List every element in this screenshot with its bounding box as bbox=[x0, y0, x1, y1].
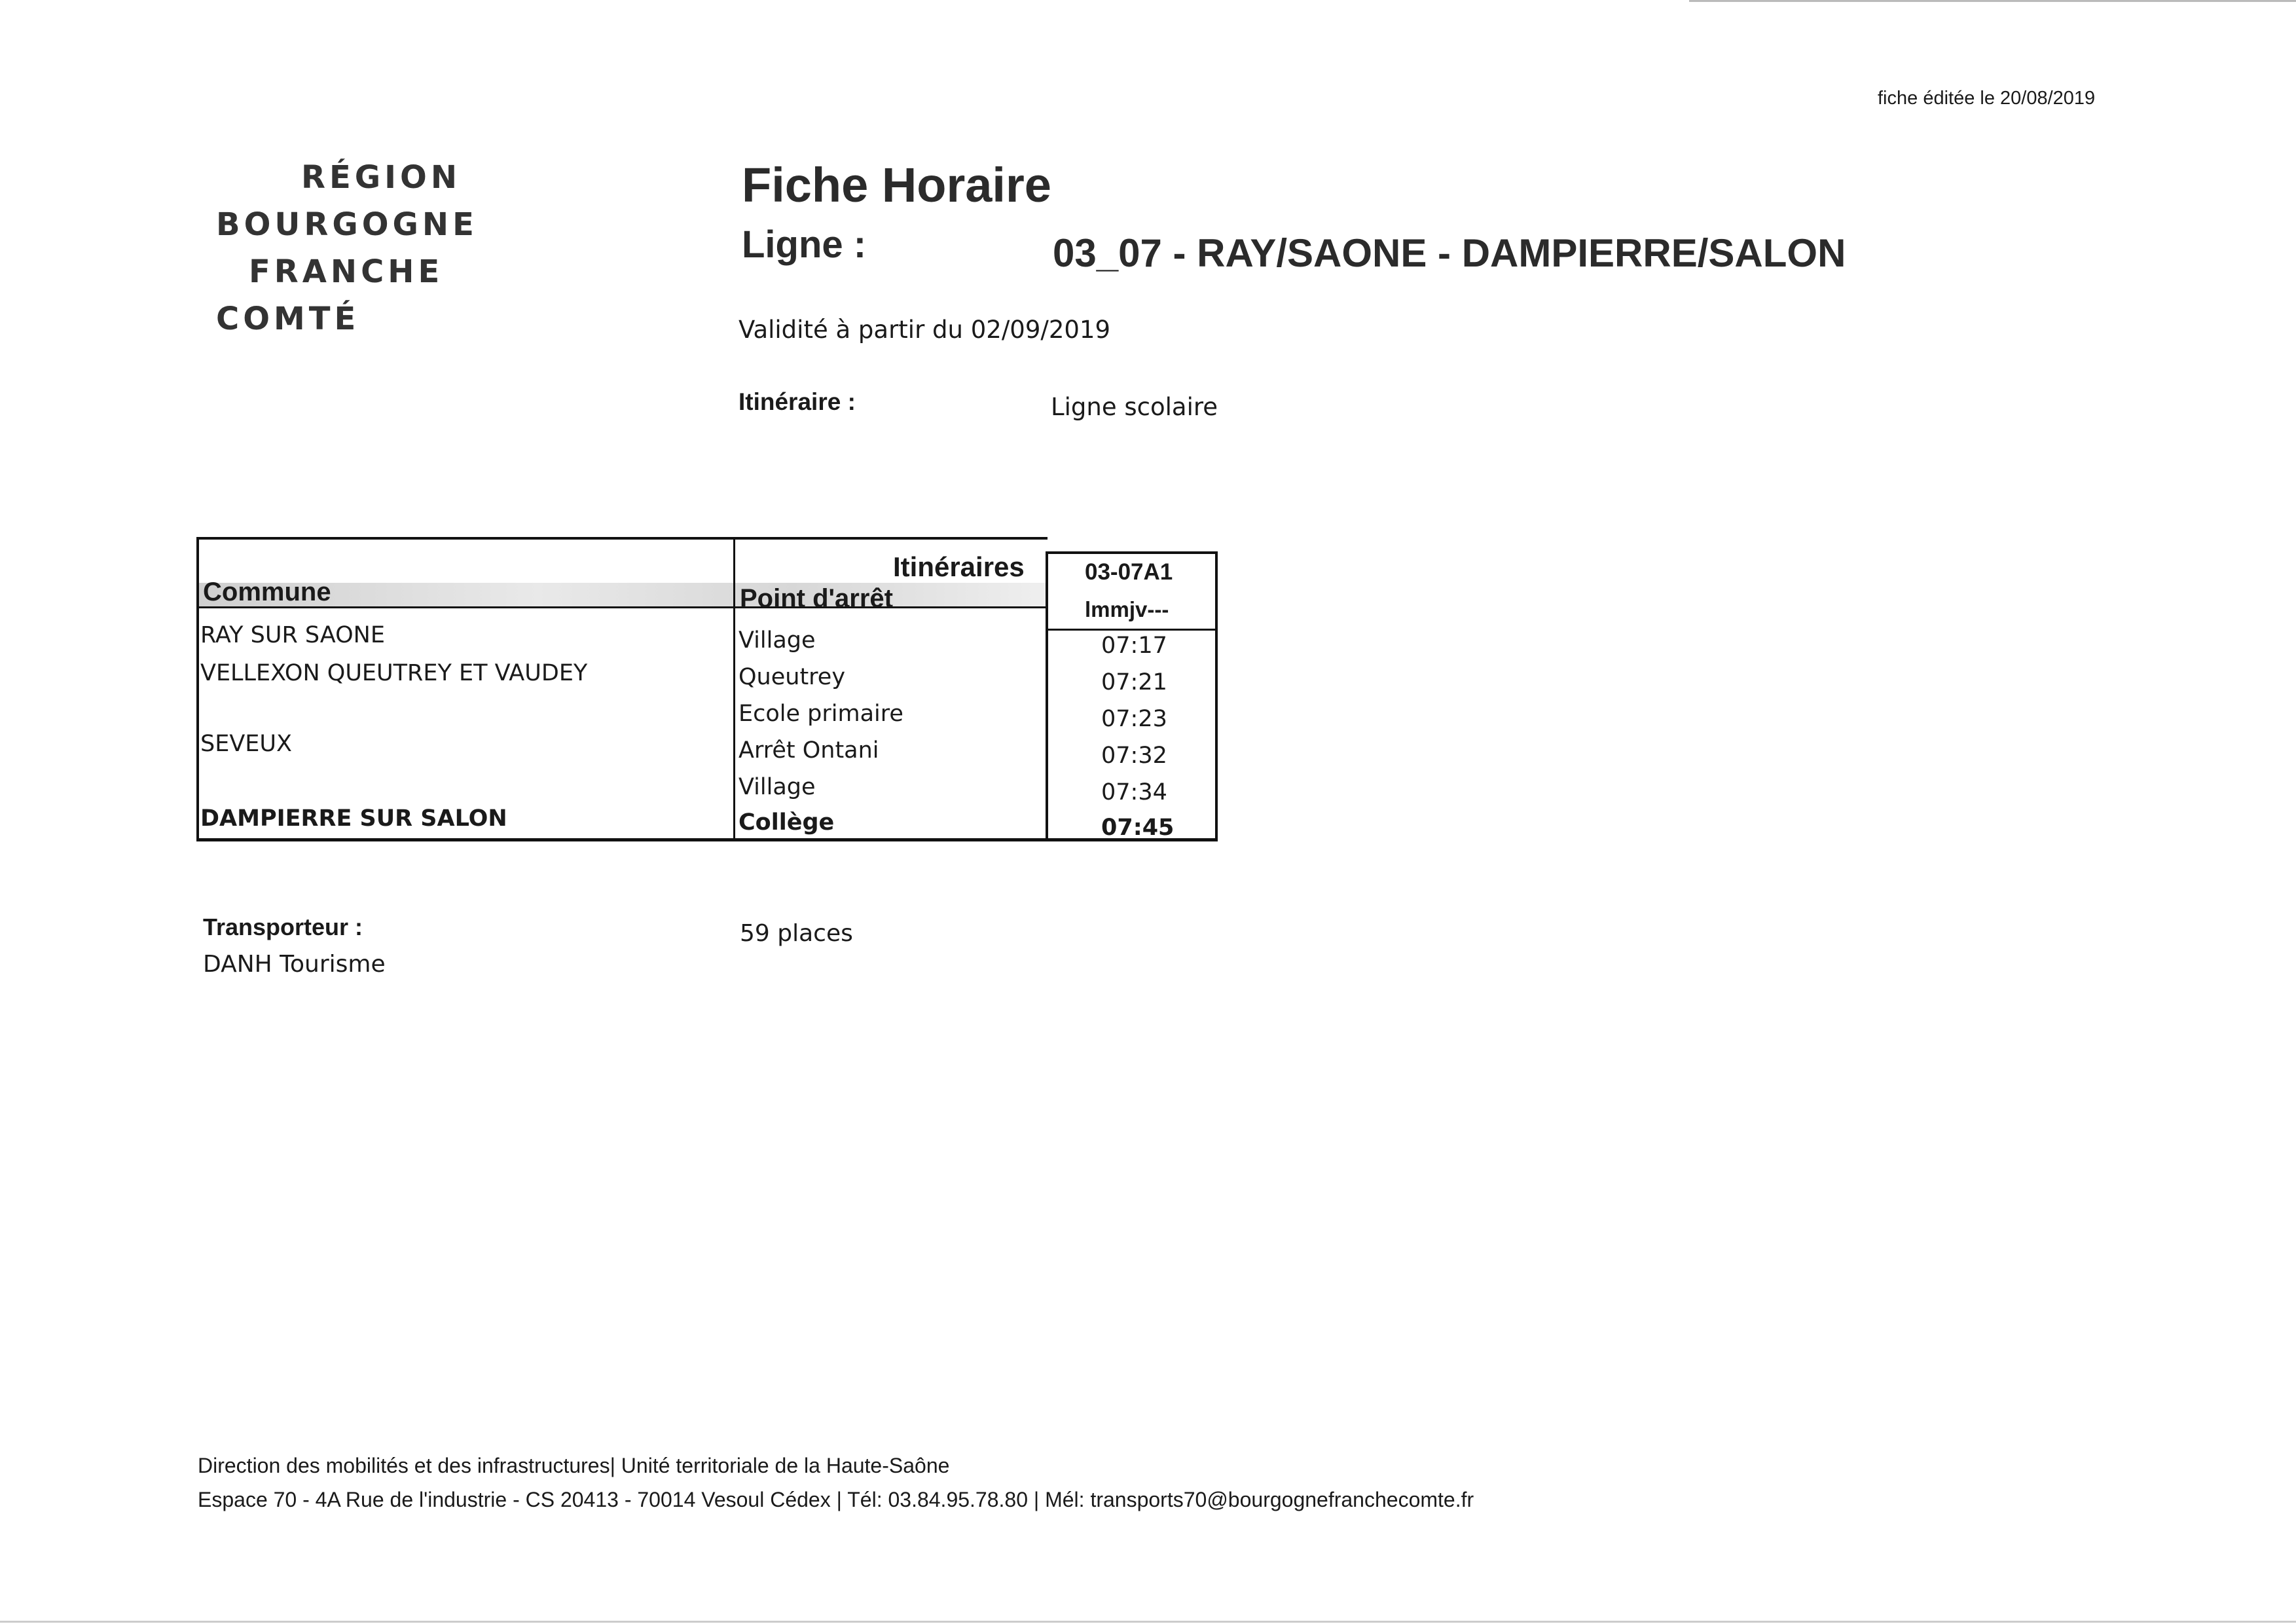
ligne-value: 03_07 - RAY/SAONE - DAMPIERRE/SALON bbox=[1053, 231, 1846, 275]
validity-date: Validité à partir du 02/09/2019 bbox=[738, 316, 1110, 344]
header-point-arret: Point d'arrêt bbox=[740, 584, 893, 613]
row-6-commune: DAMPIERRE SUR SALON bbox=[200, 805, 507, 832]
scan-edge-bottom bbox=[0, 1621, 2296, 1623]
transporteur-label: Transporteur : bbox=[203, 913, 363, 940]
row-1-time: 07:17 bbox=[1101, 633, 1167, 659]
row-5-time: 07:34 bbox=[1101, 779, 1167, 805]
table-left-border bbox=[196, 537, 199, 841]
row-2-point: Queutrey bbox=[738, 664, 846, 690]
footer-line-1: Direction des mobilités et des infrastructures| Unité territoriale de la Haute-Saône bbox=[198, 1454, 950, 1477]
row-4-commune: SEVEUX bbox=[200, 731, 292, 757]
edition-date: fiche éditée le 20/08/2019 bbox=[1878, 88, 2096, 109]
header-route-code: 03-07A1 bbox=[1085, 559, 1173, 585]
logo-line-1: RÉGION bbox=[301, 159, 461, 196]
table-bottom-border bbox=[196, 838, 1218, 841]
row-5-point: Village bbox=[738, 774, 816, 800]
row-2-commune: VELLEXON QUEUTREY ET VAUDEY bbox=[200, 660, 588, 686]
table-top-border bbox=[196, 537, 1048, 540]
logo-line-2: BOURGOGNE bbox=[216, 206, 478, 243]
code-header-bottom-border bbox=[1048, 629, 1218, 631]
itineraire-label: Itinéraire : bbox=[738, 388, 856, 415]
seat-count: 59 places bbox=[740, 920, 853, 947]
row-1-point: Village bbox=[738, 627, 816, 654]
region-logo bbox=[213, 154, 494, 342]
logo-line-4: COMTÉ bbox=[216, 301, 360, 337]
transporteur-value: DANH Tourisme bbox=[203, 951, 386, 978]
row-4-time: 07:32 bbox=[1101, 743, 1167, 769]
header-days: lmmjv--- bbox=[1085, 597, 1169, 621]
timetable bbox=[196, 537, 1218, 845]
ligne-label: Ligne : bbox=[742, 223, 867, 266]
logo-line-3: FRANCHE bbox=[249, 253, 444, 290]
itineraire-value: Ligne scolaire bbox=[1051, 393, 1218, 421]
column-divider-2 bbox=[1046, 551, 1048, 841]
page-title: Fiche Horaire bbox=[742, 158, 1051, 212]
code-top-border bbox=[1048, 551, 1218, 554]
row-1-commune: RAY SUR SAONE bbox=[200, 622, 385, 648]
header-commune: Commune bbox=[203, 578, 331, 606]
row-4-point: Arrêt Ontani bbox=[738, 737, 879, 764]
row-6-point: Collège bbox=[738, 809, 835, 836]
footer-line-2: Espace 70 - 4A Rue de l'industrie - CS 20413 - 70014 Vesoul Cédex | Tél: 03.84.95.78.80 | Mél: transports70@bourgogne​franchecomte.fr bbox=[198, 1488, 1474, 1511]
scan-edge-top bbox=[1689, 0, 2296, 2]
row-2-time: 07:21 bbox=[1101, 669, 1167, 695]
table-right-border bbox=[1215, 551, 1218, 841]
row-6-time: 07:45 bbox=[1101, 815, 1175, 841]
column-divider-1 bbox=[733, 537, 735, 841]
row-3-point: Ecole primaire bbox=[738, 701, 903, 727]
row-3-time: 07:23 bbox=[1101, 706, 1167, 732]
header-itineraires: Itinéraires bbox=[893, 551, 1025, 582]
